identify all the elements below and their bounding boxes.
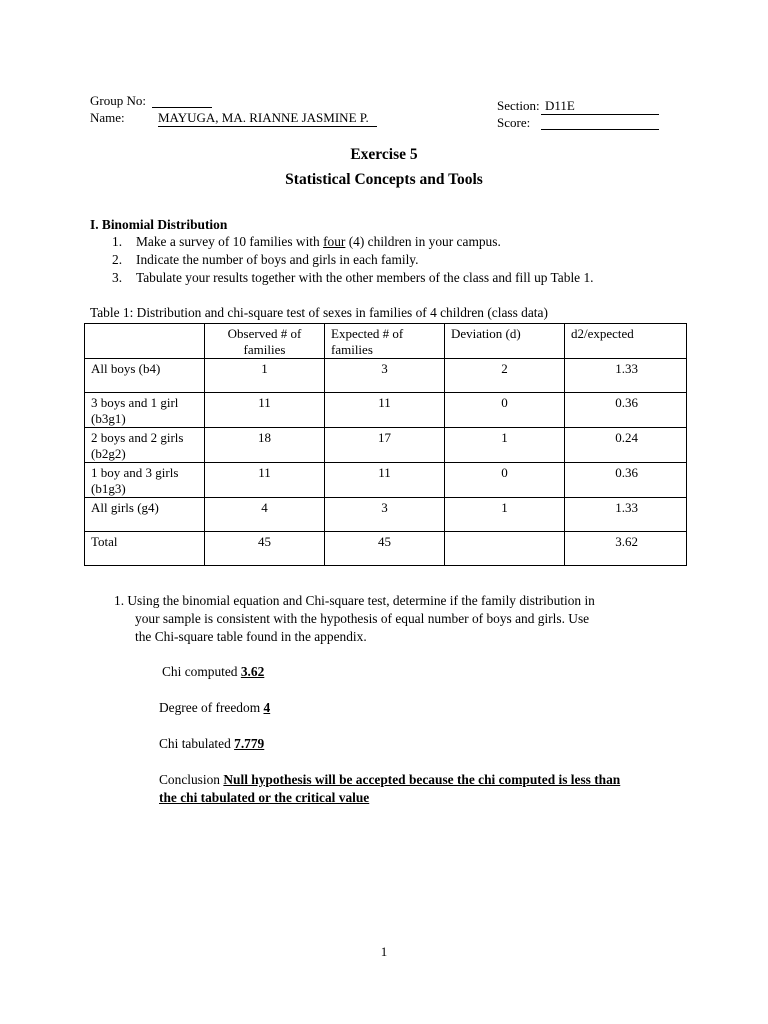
d2-cell: 0.36 xyxy=(565,393,687,428)
score-blank[interactable] xyxy=(541,128,659,130)
expected-cell: 11 xyxy=(325,393,445,428)
section-value: D11E xyxy=(541,98,659,115)
section-heading: I. Binomial Distribution xyxy=(90,217,228,232)
row-label: 3 boys and 1 girl (b3g1) xyxy=(85,393,205,428)
chi-tabulated: Chi tabulated 7.779 xyxy=(159,736,265,751)
chi-computed-value: 3.62 xyxy=(240,664,265,679)
row-label: 1 boy and 3 girls (b1g3) xyxy=(85,463,205,498)
table-row xyxy=(85,463,687,498)
expected-cell: 3 xyxy=(325,498,445,532)
dof-value: 4 xyxy=(263,700,271,715)
distribution-table xyxy=(84,323,687,566)
deviation-cell xyxy=(445,532,565,566)
group-blank[interactable] xyxy=(152,106,212,108)
deviation-cell: 1 xyxy=(445,498,565,532)
observed-cell: 18 xyxy=(205,428,325,463)
question-line: 1. Using the binomial equation and Chi-square test, determine if the family distribution in xyxy=(114,593,595,608)
group-label: Group No: xyxy=(90,93,146,108)
row-label: 2 boys and 2 girls (b2g2) xyxy=(85,428,205,463)
name-label: Name: xyxy=(90,110,125,125)
d2-cell: 3.62 xyxy=(565,532,687,566)
table-header-row xyxy=(85,324,687,359)
header-cell: d2/expected xyxy=(565,324,687,359)
deviation-cell: 2 xyxy=(445,359,565,393)
list-item: 2. Indicate the number of boys and girls in each family. xyxy=(112,252,419,267)
row-label: Total xyxy=(85,532,205,566)
conclusion-text-line2: the chi tabulated or the critical value xyxy=(159,790,370,805)
header-cell xyxy=(85,324,205,359)
expected-cell: 17 xyxy=(325,428,445,463)
deviation-cell: 0 xyxy=(445,393,565,428)
observed-cell: 1 xyxy=(205,359,325,393)
table-row xyxy=(85,498,687,532)
conclusion: Conclusion Null hypothesis will be accepted because the chi computed is less than xyxy=(159,772,621,787)
name-value: MAYUGA, MA. RIANNE JASMINE P. xyxy=(158,110,377,127)
header-cell: Expected # of families xyxy=(325,324,445,359)
chi-computed: Chi computed 3.62 xyxy=(162,664,265,679)
deviation-cell: 0 xyxy=(445,463,565,498)
question-line: the Chi-square table found in the appendix. xyxy=(135,629,367,644)
section-label: Section: xyxy=(497,98,540,113)
header-cell: Observed # of families xyxy=(205,324,325,359)
observed-cell: 11 xyxy=(205,393,325,428)
list-item: 3. Tabulate your results together with the other members of the class and fill up Table 1. xyxy=(112,270,594,285)
row-label: All boys (b4) xyxy=(85,359,205,393)
question-line: your sample is consistent with the hypothesis of equal number of boys and girls. Use xyxy=(135,611,590,626)
list-item: 1. Make a survey of 10 families with four (4) children in your campus. xyxy=(112,234,501,249)
conclusion-text: Null hypothesis will be accepted because the chi computed is less than xyxy=(223,772,621,787)
expected-cell: 11 xyxy=(325,463,445,498)
table-row xyxy=(85,359,687,393)
observed-cell: 11 xyxy=(205,463,325,498)
table-row xyxy=(85,428,687,463)
emphasis-four: four xyxy=(323,234,346,249)
deviation-cell: 1 xyxy=(445,428,565,463)
exercise-title: Exercise 5 xyxy=(350,146,418,163)
degree-of-freedom: Degree of freedom 4 xyxy=(159,700,271,715)
conclusion-continued xyxy=(159,789,369,807)
exercise-subtitle: Statistical Concepts and Tools xyxy=(285,171,483,188)
table-caption: Table 1: Distribution and chi-square test of sexes in families of 4 children (class data) xyxy=(90,305,548,320)
expected-cell: 3 xyxy=(325,359,445,393)
table-row xyxy=(85,393,687,428)
d2-cell: 1.33 xyxy=(565,359,687,393)
page-number: 1 xyxy=(380,944,388,959)
observed-cell: 4 xyxy=(205,498,325,532)
expected-cell: 45 xyxy=(325,532,445,566)
header-cell: Deviation (d) xyxy=(445,324,565,359)
chi-tabulated-value: 7.779 xyxy=(234,736,265,751)
d2-cell: 1.33 xyxy=(565,498,687,532)
observed-cell: 45 xyxy=(205,532,325,566)
d2-cell: 0.24 xyxy=(565,428,687,463)
table-total-row xyxy=(85,532,687,566)
row-label: All girls (g4) xyxy=(85,498,205,532)
score-label: Score: xyxy=(497,115,531,130)
d2-cell: 0.36 xyxy=(565,463,687,498)
